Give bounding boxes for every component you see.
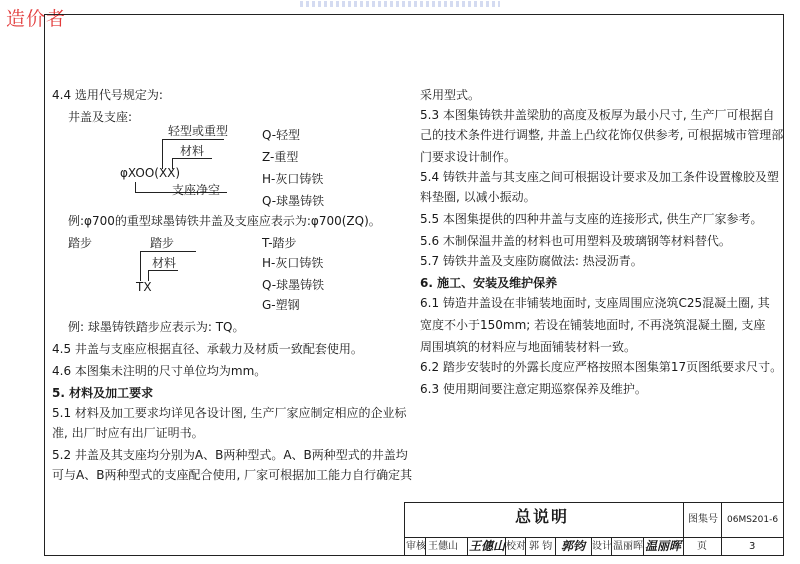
checker-name: 郭 钧 xyxy=(529,541,553,552)
section-5-7: 5.7 铸铁井盖及支座防腐做法: 热浸沥青。 xyxy=(420,254,643,268)
section-4-5: 4.5 井盖与支座应根据直径、承载力及材质一致配套使用。 xyxy=(52,342,363,356)
code1-item-2: H-灰口铸铁 xyxy=(262,172,324,186)
tb-divider xyxy=(405,537,783,538)
section-5-3-line-3: 门要求设计制作。 xyxy=(420,150,517,164)
diag1-weight-line xyxy=(162,139,224,140)
section-6-3: 6.3 使用期间要注意定期巡察保养及维护。 xyxy=(420,382,647,396)
reviewer-signature: 王僡山 xyxy=(469,539,506,553)
designer-signature: 温丽晖 xyxy=(645,539,682,553)
continued-line: 采用型式。 xyxy=(420,88,481,102)
atlas-number: 06MS201-6 xyxy=(727,515,779,525)
diag2-step-label: 踏步 xyxy=(150,236,175,250)
page-label: 页 xyxy=(697,541,707,552)
checker-signature: 郭钧 xyxy=(561,539,586,553)
heading-5: 5. 材料及加工要求 xyxy=(52,386,154,400)
heading-6: 6. 施工、安装及维护保养 xyxy=(420,276,558,290)
diag1-material-line xyxy=(172,158,212,159)
section-6-1-line-3: 周围填筑的材料应与地面铺装材料一致。 xyxy=(420,340,637,354)
diag1-material-label: 材料 xyxy=(180,144,205,158)
section-5-2-line-2: 可与A、B两种型式的支座配合使用, 厂家可根据加工能力自行确定其 xyxy=(52,468,413,482)
tb-v5 xyxy=(555,537,556,555)
diag1-code: φXOO(XX) xyxy=(120,166,181,180)
section-5-3-line-1: 5.3 本图集铸铁井盖梁肋的高度及板厚为最小尺寸, 生产厂可根据自 xyxy=(420,108,775,122)
diag2-material-line xyxy=(148,270,178,271)
code1-item-1: Z-重型 xyxy=(262,150,299,164)
tb-atlas-divider xyxy=(683,503,684,555)
diag2-code: TX xyxy=(136,280,152,294)
diag2-step-drop xyxy=(140,251,141,281)
designer-name: 温丽晖 xyxy=(613,541,643,552)
diag1-weight-drop xyxy=(162,139,163,169)
code2-item-1: H-灰口铸铁 xyxy=(262,256,324,270)
cover-label: 井盖及支座: xyxy=(68,110,133,124)
section-5-5: 5.5 本图集提供的四种井盖与支座的连接形式, 供生产厂家参考。 xyxy=(420,212,763,226)
diag2-material-label: 材料 xyxy=(152,256,177,270)
tb-atlas-divider-2 xyxy=(721,503,722,555)
section-5-2-line-1: 5.2 井盖及其支座均分别为A、B两种型式。A、B两种型式的井盖均 xyxy=(52,448,408,462)
section-6-1-line-2: 宽度不小于150mm; 若设在铺装地面时, 不再浇筑混凝土圈, 支座 xyxy=(420,318,766,332)
atlas-label: 图集号 xyxy=(688,514,718,525)
watermark-text: 造价者 xyxy=(6,8,67,30)
section-5-6: 5.6 木制保温井盖的材料也可用塑料及玻璃钢等材料替代。 xyxy=(420,234,731,248)
section-5-4-line-2: 料垫圈, 以减小振动。 xyxy=(420,190,536,204)
step-label: 踏步 xyxy=(68,236,93,250)
design-label: 设计 xyxy=(592,541,612,552)
tb-v8 xyxy=(643,537,644,555)
section-5-3-line-2: 己的技术条件进行调整, 井盖上凸纹花饰仅供参考, 可根据城市管理部 xyxy=(420,128,784,142)
diag2-step-line xyxy=(140,251,196,252)
reviewer-name: 王僡山 xyxy=(428,541,458,552)
code2-item-0: T-踏步 xyxy=(262,236,297,250)
code2-item-3: G-塑钢 xyxy=(262,298,300,312)
page-number: 3 xyxy=(749,541,756,552)
code2-item-2: Q-球墨铸铁 xyxy=(262,278,325,292)
example-2: 例: 球墨铸铁踏步应表示为: TQ。 xyxy=(68,320,245,334)
section-5-1-line-1: 5.1 材料及加工要求均详见各设计图, 生产厂家应制定相应的企业标 xyxy=(52,406,407,420)
code1-item-3: Q-球墨铸铁 xyxy=(262,194,325,208)
code1-item-0: Q-轻型 xyxy=(262,128,301,142)
diag1-seat-label: 支座净空 xyxy=(172,183,221,197)
diag1-weight-label: 轻型或重型 xyxy=(168,124,229,138)
check-label: 校对 xyxy=(506,541,526,552)
section-5-1-line-2: 准, 出厂时应有出厂证明书。 xyxy=(52,426,204,440)
section-6-2: 6.2 踏步安装时的外露长度应严格按照本图集第17页图纸要求尺寸。 xyxy=(420,360,783,374)
section-4-6: 4.6 本图集未注明的尺寸单位均为mm。 xyxy=(52,364,267,378)
section-4-4: 4.4 选用代号规定为: xyxy=(52,88,163,102)
example-1: 例:φ700的重型球墨铸铁井盖及支座应表示为:φ700(ZQ)。 xyxy=(68,214,381,228)
top-register-mark xyxy=(300,1,500,7)
section-5-4-line-1: 5.4 铸铁井盖与其支座之间可根据设计要求及加工条件设置橡胶及塑 xyxy=(420,170,779,184)
review-label: 审核 xyxy=(406,541,426,552)
title-block xyxy=(404,502,784,556)
sheet-title: 总说明 xyxy=(515,507,570,526)
tb-v2 xyxy=(467,537,468,555)
diag1-seat-rise xyxy=(135,182,136,192)
section-6-1-line-1: 6.1 铸造井盖设在非铺装地面时, 支座周围应浇筑C25混凝土圈, 其 xyxy=(420,296,770,310)
